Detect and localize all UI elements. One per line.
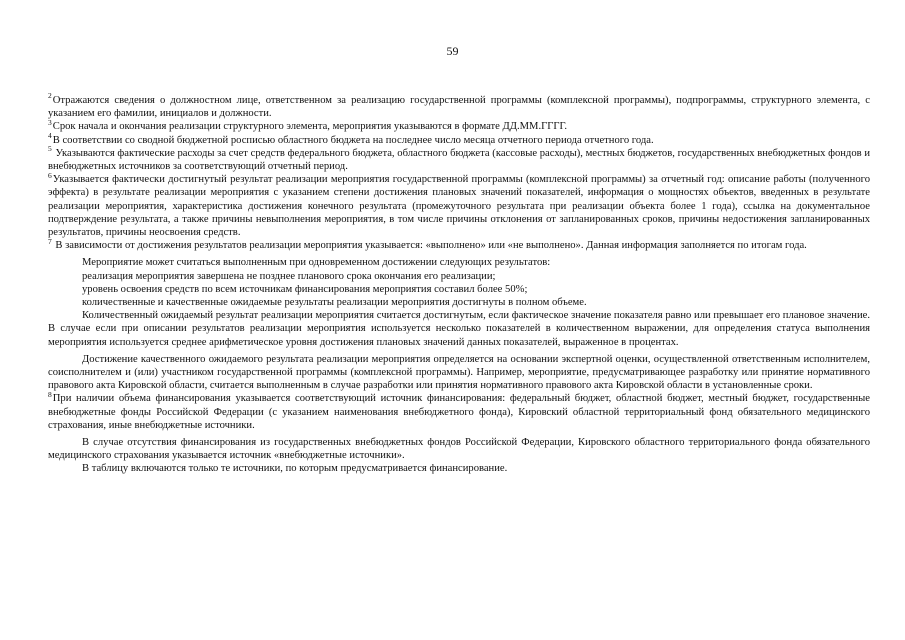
criteria-item-results: количественные и качественные ожидаемые результаты реализации мероприятия достигнуты в полном объеме. [82, 297, 587, 309]
footnote-mark: 4 [48, 131, 52, 141]
footnote-text: Срок начала и окончания реализации структурного элемента, мероприятия указываются в формате ДД.ММ.ГГГГ. [52, 121, 568, 133]
footnote-text: Отражаются сведения о должностном лице, ответственном за реализацию государственной программы (комплексной программы), подпрограммы, структурного элемента, с указанием его фамилии, инициалов и должности. [48, 95, 870, 120]
footnote-mark: 2 [48, 91, 52, 101]
footnote-mark: 3 [48, 117, 52, 127]
footnote-mark: 6 [48, 170, 52, 180]
footnote-5 [48, 144, 870, 173]
criteria-intro: Мероприятие может считаться выполненным при одновременном достижении следующих результатов: [82, 257, 551, 269]
footnote-text: Указываются фактические расходы за счет средств федерального бюджета, областного бюджета (кассовые расходы), местных бюджетов, государственных внебюджетных фондов и внебюджетных источников за соответствующий отчетный период. [48, 147, 870, 173]
footnote-text: Указывается фактически достигнутый результат реализации мероприятия государственной программы (комплексной программы) за отчетный год: описание работы (полученного эффекта) в результате реализации мероприятия с указанием степени достижения плановых значений показателей, информация о мощностях объектов, введенных в результате реализации мероприятия, характеристика достижения конечного результата (промежуточного результата при реализации объекта более 1 года), ссылка на документальное подтверждение результата, а также причины невыполнения мероприятия, в том числе причины отклонения от запланированных сроков, причины недостижения запланированных результатов, причины неосвоения средств. [48, 174, 870, 239]
absence-financing-paragraph: В случае отсутствия финансирования из государственных внебюджетных фондов Российской Федерации, Кировского областного территориального фонда обязательного медицинского страхования указывается источник «внебюджетные источники». [48, 437, 870, 462]
footnote-4 [48, 131, 870, 147]
footnote-mark: 8 [48, 389, 52, 399]
qualitative-result-paragraph: Достижение качественного ожидаемого результата реализации мероприятия определяется на основании экспертной оценки, осуществленной ответственным исполнителем, соисполнителем и (или) участником государственной программы (комплексной программы). Например, мероприятие, предусматривающее разработку или принятие нормативного правового акта Кировской области, считается выполненным в случае разработки или принятия нормативного правового акта Кировской области в установленные сроки. [48, 353, 870, 392]
footnote-text: В зависимости от достижения результатов реализации мероприятия указывается: «выполнено» или «не выполнено». Данная информация заполняется по итогам года. [52, 240, 807, 252]
criteria-item-funding: уровень освоения средств по всем источникам финансирования мероприятия составил более 50%; [82, 283, 528, 295]
criteria-item-deadline: реализация мероприятия завершена не позднее планового срока окончания его реализации; [82, 270, 496, 282]
footnote-6 [48, 170, 870, 239]
page-number: 59 [446, 44, 459, 58]
footnotes-section [48, 91, 870, 476]
footnote-7 [48, 236, 870, 252]
footnote-mark: 5 [48, 144, 52, 154]
footnote-3 [48, 117, 870, 133]
footnote-text: В соответствии со сводной бюджетной росписью областного бюджета на последнее число месяца отчетного периода отчетного года. [52, 134, 654, 146]
footnote-8 [48, 389, 870, 432]
footnote-text: При наличии объема финансирования указывается соответствующий источник финансирования: федеральный бюджет, областной бюджет, местный бюджет, государственные внебюджетные фонды Российской Федерации (с указанием наименования внебюджетного фонда), Кировский областной территориальный фонд обязательного медицинского страхования, иные внебюджетные источники. [48, 393, 870, 431]
quantitative-result-paragraph: Количественный ожидаемый результат реализации мероприятия считается достигнутым, если фактическое значение показателя равно или превышает его плановое значение. В случае если при описании результатов реализации мероприятия используется несколько показателей в количественном выражении, для определения статуса выполнения мероприятия используется среднее арифметическое уровня достижения плановых значений данных показателей, выраженное в процентах. [48, 310, 870, 348]
footnote-2 [48, 91, 870, 120]
footnote-mark: 7 [48, 236, 52, 246]
table-sources-note: В таблицу включаются только те источники, по которым предусматривается финансирование. [82, 463, 508, 475]
